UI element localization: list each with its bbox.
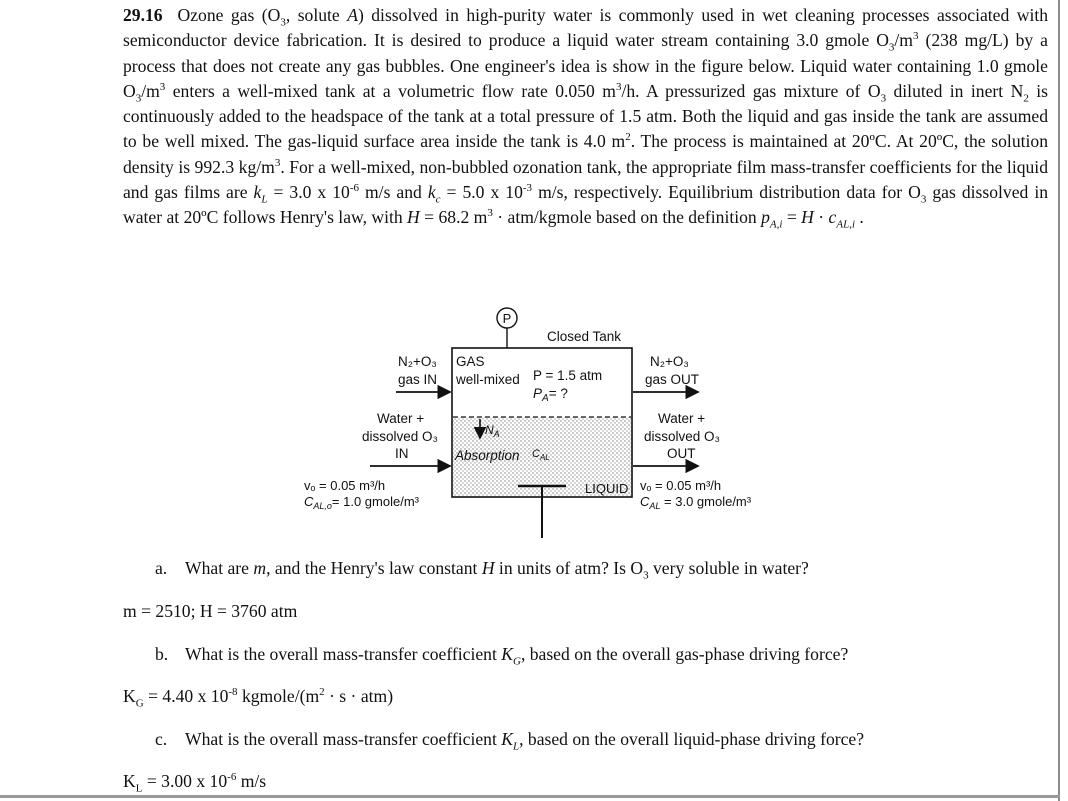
henry-symbol: H (407, 207, 420, 228)
water-in-line-2: dissolved O₃ (362, 429, 439, 444)
answer-text: = 4.40 x 10 (143, 686, 229, 706)
superscript: 3 (913, 30, 919, 43)
equation-text: = (782, 207, 802, 228)
subscript: 3 (280, 16, 286, 29)
gas-in-composition: N₂+O₃ (398, 354, 437, 369)
subscript: 2 (1023, 92, 1029, 105)
superscript: 3 (615, 81, 622, 94)
gas-out-label: gas OUT (645, 372, 700, 387)
math-symbol: m (253, 558, 267, 578)
equation-symbol: c (828, 207, 837, 228)
problem-text: . The process is maintained at 20ºC. At 20ºC, the solution density is 992.3 kg/m (123, 131, 1048, 177)
problem-text: . For a well-mixed, non-bubbled ozonation tank, the appropriate film mass-transfer coefficients for the liquid and gas films are (123, 156, 1048, 203)
question-text: What is the overall mass-transfer coefficient (185, 729, 502, 749)
subscript: 3 (880, 92, 887, 105)
answer-symbol: K (123, 771, 136, 791)
equation-text: · (813, 207, 829, 228)
answer-text: = 3.00 x 10 (142, 771, 228, 791)
inlet-concentration: $C_{AL,o}= 1.0$ gmole/m³ (304, 494, 419, 511)
kc-symbol: k (427, 182, 436, 203)
outlet-concentration: $C_{AL} = 3.0$ gmole/m³ (640, 494, 752, 511)
water-out-line-1: Water + (658, 411, 706, 426)
water-in-line-3: IN (395, 446, 409, 461)
superscript: 3 (274, 156, 281, 169)
problem-text: is continuously added to the headspace of the tank at a total pressure of 1.5 atm. Both the liquid and gas inside the tank are assumed to be well mixed. The gas-liquid surface area inside the tank is 4.0 m (123, 80, 1048, 152)
problem-text: m/s, respectively. Equilibrium distribution data for O (532, 182, 921, 203)
question-text: in units of atm? Is O (494, 558, 644, 578)
question-text: , and the Henry's law constant (266, 558, 482, 578)
subscript: 3 (135, 92, 142, 105)
concentration-label: $C_{AL}$ (532, 448, 550, 462)
problem-text: ) dissolved in high-purity water is commonly used in wet cleaning processes associated with semiconductor device fabrication. It is desired to produce a liquid water stream containing 3.0 gmole O (123, 5, 1049, 51)
superscript: 3 (487, 207, 493, 220)
page-right-border (1058, 0, 1060, 801)
subscript: A,i (769, 218, 783, 231)
problem-text: = 3.0 x 10 (267, 182, 350, 203)
subscript: L (512, 740, 520, 753)
question-letter: b. (155, 644, 169, 664)
problem-text: Ozone gas (O (177, 5, 281, 25)
superscript: -8 (228, 686, 238, 699)
problem-text: /h. A pressurized gas mixture of O (621, 80, 881, 101)
math-symbol: H (481, 558, 495, 578)
answer-symbol: K (123, 686, 136, 706)
flux-label: $N_A$ (485, 423, 500, 439)
superscript: -3 (522, 182, 533, 195)
subscript: c (435, 193, 441, 206)
question-letter: a. (155, 558, 168, 578)
problem-text: , solute (285, 5, 348, 25)
problem-paragraph (123, 3, 1048, 231)
partial-pressure: $P_A=$ ? (533, 386, 568, 404)
water-out-line-3: OUT (667, 446, 696, 461)
problem-text: = 5.0 x 10 (440, 182, 523, 203)
liquid-label: LIQUID (585, 481, 629, 496)
problem-text: diluted in inert N (886, 80, 1024, 101)
math-symbol: K (501, 644, 513, 664)
kl-symbol: k (253, 182, 262, 203)
subscript: 3 (920, 193, 927, 206)
subscript: 3 (643, 569, 649, 582)
tank-label: Closed Tank (547, 329, 622, 344)
answer-text: · s · atm) (324, 686, 394, 706)
tank-diagram (300, 300, 770, 540)
gas-out-composition: N₂+O₃ (650, 354, 689, 369)
superscript: -6 (349, 182, 359, 195)
question-a (155, 558, 809, 582)
problem-text: . (855, 207, 864, 228)
problem-number: 29.16 (123, 5, 163, 25)
problem-text: gas dissolved in water at 20ºC follows Henry's law, with (123, 182, 1049, 228)
problem-text: m/s and (358, 182, 428, 203)
problem-text: = 68.2 m (419, 207, 488, 228)
water-out-line-2: dissolved O₃ (644, 429, 721, 444)
superscript: 2 (319, 686, 325, 699)
problem-text: (238 mg/L) by a process that does not create any gas bubbles. One engineer's idea is show in the figure below. Liquid water containing 1.0 gmole O (123, 30, 1048, 101)
gas-region-label: GAS (456, 354, 485, 369)
gas-in-label: gas IN (398, 372, 438, 387)
problem-statement (123, 3, 1048, 231)
page-bottom-border (0, 795, 1060, 798)
problem-text: enters a well-mixed tank at a volumetric flow rate 0.050 m (165, 80, 616, 101)
superscript: -6 (227, 771, 237, 784)
outlet-flow-rate: vₒ = 0.05 m³/h (640, 478, 722, 493)
subscript: L (261, 193, 268, 206)
answer-b (123, 686, 394, 710)
answer-a: m = 2510; H = 3760 atm (123, 601, 298, 621)
inlet-flow-rate: vₒ = 0.05 m³/h (304, 478, 386, 493)
subscript: AL,i (836, 218, 856, 231)
question-letter: c. (155, 729, 168, 749)
answer-c (123, 771, 267, 795)
subscript: G (512, 655, 521, 668)
answer-text: kgmole/(m (237, 686, 320, 706)
problem-text: /m (894, 30, 913, 51)
problem-text: · atm/kgmole based on the definition (492, 207, 762, 228)
subscript: G (135, 697, 144, 710)
subscript: L (135, 782, 143, 795)
question-text: , based on the overall liquid-phase driving force? (519, 729, 865, 749)
problem-text: /m (141, 80, 160, 101)
absorption-label: Absorption (455, 448, 520, 463)
math-symbol: K (501, 729, 513, 749)
question-c (155, 729, 865, 753)
pressure-value: P = 1.5 atm (533, 368, 603, 383)
question-text: What are (185, 558, 254, 578)
equation-symbol: p (761, 207, 770, 228)
question-b (155, 644, 849, 668)
pressure-gauge-symbol: P (502, 311, 512, 326)
question-text: very soluble in water? (648, 558, 809, 578)
equation-symbol: H (801, 207, 814, 228)
question-text: , based on the overall gas-phase driving force? (520, 644, 849, 664)
superscript: 3 (159, 81, 166, 94)
solute-symbol: A (347, 5, 358, 25)
gas-region-mixing: well-mixed (456, 372, 520, 387)
water-in-line-1: Water + (377, 411, 425, 426)
answer-text: m/s (236, 771, 267, 791)
subscript: 3 (888, 41, 895, 54)
question-text: What is the overall mass-transfer coefficient (185, 644, 502, 664)
superscript: 2 (625, 131, 631, 144)
